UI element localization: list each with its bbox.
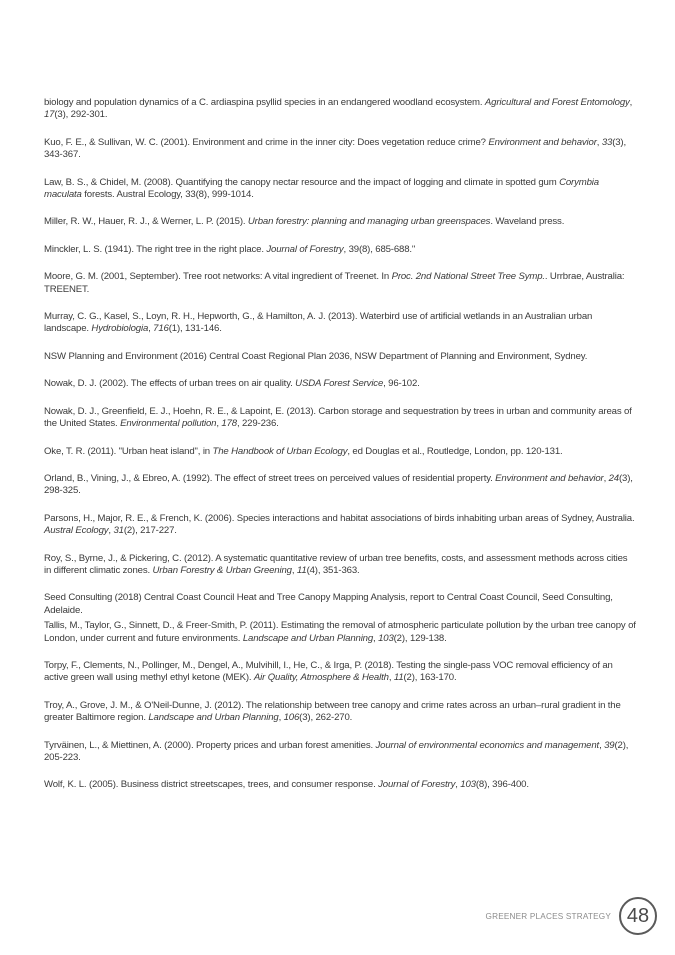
reference-entry <box>44 473 636 498</box>
reference-entry <box>44 446 636 458</box>
reference-text: Orland, B., Vining, J., & Ebreo, A. (1992). The effect of street trees on perceived values of residential property. <box>44 472 496 484</box>
reference-text: Tallis, M., Taylor, G., Sinnett, D., & Freer-Smith, P. (2011). Estimating the removal of atmospheric particulate pollution by the urban tree canopy of London, under current and future environments. <box>44 620 636 644</box>
reference-entry <box>44 351 636 363</box>
reference-italic-text: 178 <box>221 418 237 430</box>
reference-text: Troy, A., Grove, J. M., & O'Neil-Dunne, J. (2012). The relationship between tree canopy and crime rates across an urban–rural gradient in the greater Baltimore region. <box>44 699 621 724</box>
reference-entry <box>44 592 636 617</box>
reference-entry <box>44 740 636 765</box>
reference-text: Kuo, F. E., & Sullivan, W. C. (2001). Environment and crime in the inner city: Does vegetation reduce crime? <box>44 136 489 148</box>
reference-entry <box>44 177 636 202</box>
reference-italic-text: 11 <box>393 672 404 684</box>
reference-italic-text: 106 <box>283 712 300 724</box>
reference-italic-text: 103 <box>460 779 476 791</box>
reference-italic-text: Environment and behavior <box>488 136 597 148</box>
reference-text: (3), 262-270. <box>299 712 353 724</box>
reference-entry <box>44 271 636 296</box>
page-number: 48 <box>626 904 650 927</box>
reference-text: Oke, T. R. (2011). "Urban heat island", in <box>44 445 213 457</box>
reference-italic-text: Proc. 2nd National Street Tree Symp. <box>391 271 545 283</box>
reference-italic-text: Urban forestry: planning and managing urban greenspaces <box>247 216 491 228</box>
reference-text: , <box>291 564 297 576</box>
reference-entry <box>44 406 636 431</box>
reference-italic-text: USDA Forest Service <box>295 378 384 390</box>
reference-italic-text: Hydrobiologia <box>91 323 149 335</box>
reference-text: Torpy, F., Clements, N., Pollinger, M., Dengel, A., Mulvihill, I., He, C., & Irga, P. (2018). Testing the single-pass VOC removal efficiency of an active green wall using methyl ethyl ketone (MEK). <box>44 659 613 684</box>
reference-text: Seed Consulting (2018) Central Coast Council Heat and Tree Canopy Mapping Analysis, report to Central Coast Council, Seed Consulting, Adelaide. <box>44 592 613 616</box>
reference-italic-text: Journal of environmental economics and management <box>375 739 600 751</box>
reference-italic-text: Agricultural and Forest Entomology <box>484 97 630 108</box>
reference-text: Roy, S., Byrne, J., & Pickering, C. (2012). A systematic quantitative review of urban tree benefits, costs, and assessment methods across cities in different climatic zones. <box>44 552 628 576</box>
reference-text: . Urrbrae, Australia: TREENET. <box>44 271 625 295</box>
reference-italic-text: The Handbook of Urban Ecology <box>212 445 348 457</box>
reference-entry <box>44 311 636 336</box>
reference-text: , <box>108 525 114 537</box>
reference-text: (2), 129-138. <box>393 632 447 644</box>
reference-italic-text: 716 <box>153 323 169 335</box>
reference-text: , 229-236. <box>236 418 279 430</box>
reference-italic-text: 31 <box>113 525 124 537</box>
reference-text: Wolf, K. L. (2005). Business district streetscapes, trees, and consumer response. <box>44 779 379 791</box>
reference-text: , <box>455 779 461 791</box>
reference-italic-text: Journal of Forestry <box>378 779 456 791</box>
reference-text: (1), 131-146. <box>168 323 222 335</box>
reference-italic-text: Corymbia maculata <box>44 176 599 201</box>
reference-italic-text: 39 <box>604 739 615 751</box>
reference-italic-text: 33 <box>601 136 613 148</box>
reference-entry <box>44 513 636 538</box>
reference-italic-text: Landscape and Urban Planning <box>242 632 374 644</box>
reference-italic-text: Environmental pollution <box>120 418 217 430</box>
reference-italic-text: Environment and behavior <box>495 472 604 484</box>
reference-text: , <box>603 472 609 484</box>
page-number-badge <box>619 897 657 935</box>
reference-text: biology and population dynamics of a C. ardiaspina psyllid species in an endangered woodland ecosystem. <box>44 97 485 108</box>
reference-text: , <box>216 418 222 430</box>
reference-italic-text: 17 <box>44 109 55 121</box>
reference-text: , <box>596 136 602 148</box>
reference-text: Law, B. S., & Chidel, M. (2008). Quantifying the canopy nectar resource and the impact of logging and climate in spotted gum <box>44 176 560 188</box>
reference-text: forests. Austral Ecology, 33(8), 999-1014. <box>81 189 254 201</box>
reference-italic-text: 103 <box>378 632 394 644</box>
reference-text: (2), 217-227. <box>123 525 177 537</box>
reference-entry <box>44 779 636 791</box>
reference-list <box>44 97 636 807</box>
reference-text: (3), 292-301. <box>54 109 108 121</box>
reference-italic-text: 11 <box>296 564 307 576</box>
page-footer <box>486 897 657 935</box>
reference-entry <box>44 244 636 256</box>
reference-text: (3), 343-367. <box>44 136 626 161</box>
reference-text: , <box>629 97 633 108</box>
reference-italic-text: Air Quality, Atmosphere & Health <box>253 672 389 684</box>
reference-text: (2), 205-223. <box>44 739 629 763</box>
reference-text: , 96-102. <box>383 378 420 390</box>
reference-text: , <box>388 672 394 684</box>
reference-text: , <box>148 323 154 335</box>
reference-text: , <box>373 632 379 644</box>
reference-italic-text: Journal of Forestry <box>266 243 344 255</box>
reference-entry <box>44 660 636 685</box>
reference-text: Moore, G. M. (2001, September). Tree root networks: A vital ingredient of Treenet. In <box>44 271 392 283</box>
reference-text: (3), 298-325. <box>44 472 633 497</box>
reference-entry <box>44 137 636 162</box>
reference-text: (2), 163-170. <box>403 672 457 684</box>
reference-italic-text: Landscape and Urban Planning <box>148 712 279 724</box>
reference-entry <box>44 97 636 122</box>
footer-label: GREENER PLACES STRATEGY <box>485 911 611 921</box>
reference-entry <box>44 216 636 228</box>
reference-text: , <box>599 739 605 751</box>
reference-text: , 39(8), 685-688." <box>343 243 416 255</box>
reference-italic-text: 24 <box>608 472 619 484</box>
reference-entry <box>44 620 636 645</box>
reference-italic-text: Austral Ecology <box>44 525 109 537</box>
reference-text: Murray, C. G., Kasel, S., Loyn, R. H., Hepworth, G., & Hamilton, A. J. (2013). Waterbird use of artificial wetlands in an Australian urban landscape. <box>44 311 593 335</box>
reference-text: Miller, R. W., Hauer, R. J., & Werner, L. P. (2015). <box>44 216 248 228</box>
reference-text: . Waveland press. <box>490 216 565 228</box>
reference-text: Tyrväinen, L., & Miettinen, A. (2000). Property prices and urban forest amenities. <box>44 739 376 751</box>
reference-entry <box>44 553 636 578</box>
reference-text: , ed Douglas et al., Routledge, London, pp. 120-131. <box>347 445 563 457</box>
reference-text: (4), 351-363. <box>306 564 360 576</box>
reference-entry <box>44 378 636 390</box>
reference-text: NSW Planning and Environment (2016) Central Coast Regional Plan 2036, NSW Department of Planning and Environment, Sydney. <box>44 350 588 362</box>
reference-text: Nowak, D. J. (2002). The effects of urban trees on air quality. <box>44 378 296 390</box>
reference-text: Parsons, H., Major, R. E., & French, K. (2006). Species interactions and habitat associations of birds inhabiting urban areas of Sydney, Australia. <box>44 512 635 524</box>
reference-text: , <box>278 712 284 724</box>
reference-text: Nowak, D. J., Greenfield, E. J., Hoehn, R. E., & Lapoint, E. (2013). Carbon storage and sequestration by trees in urban and community areas of the United States. <box>44 405 632 430</box>
reference-text: Minckler, L. S. (1941). The right tree in the right place. <box>44 243 267 255</box>
reference-italic-text: Urban Forestry & Urban Greening <box>152 564 292 576</box>
reference-entry <box>44 700 636 725</box>
reference-text: (8), 396-400. <box>475 779 529 791</box>
